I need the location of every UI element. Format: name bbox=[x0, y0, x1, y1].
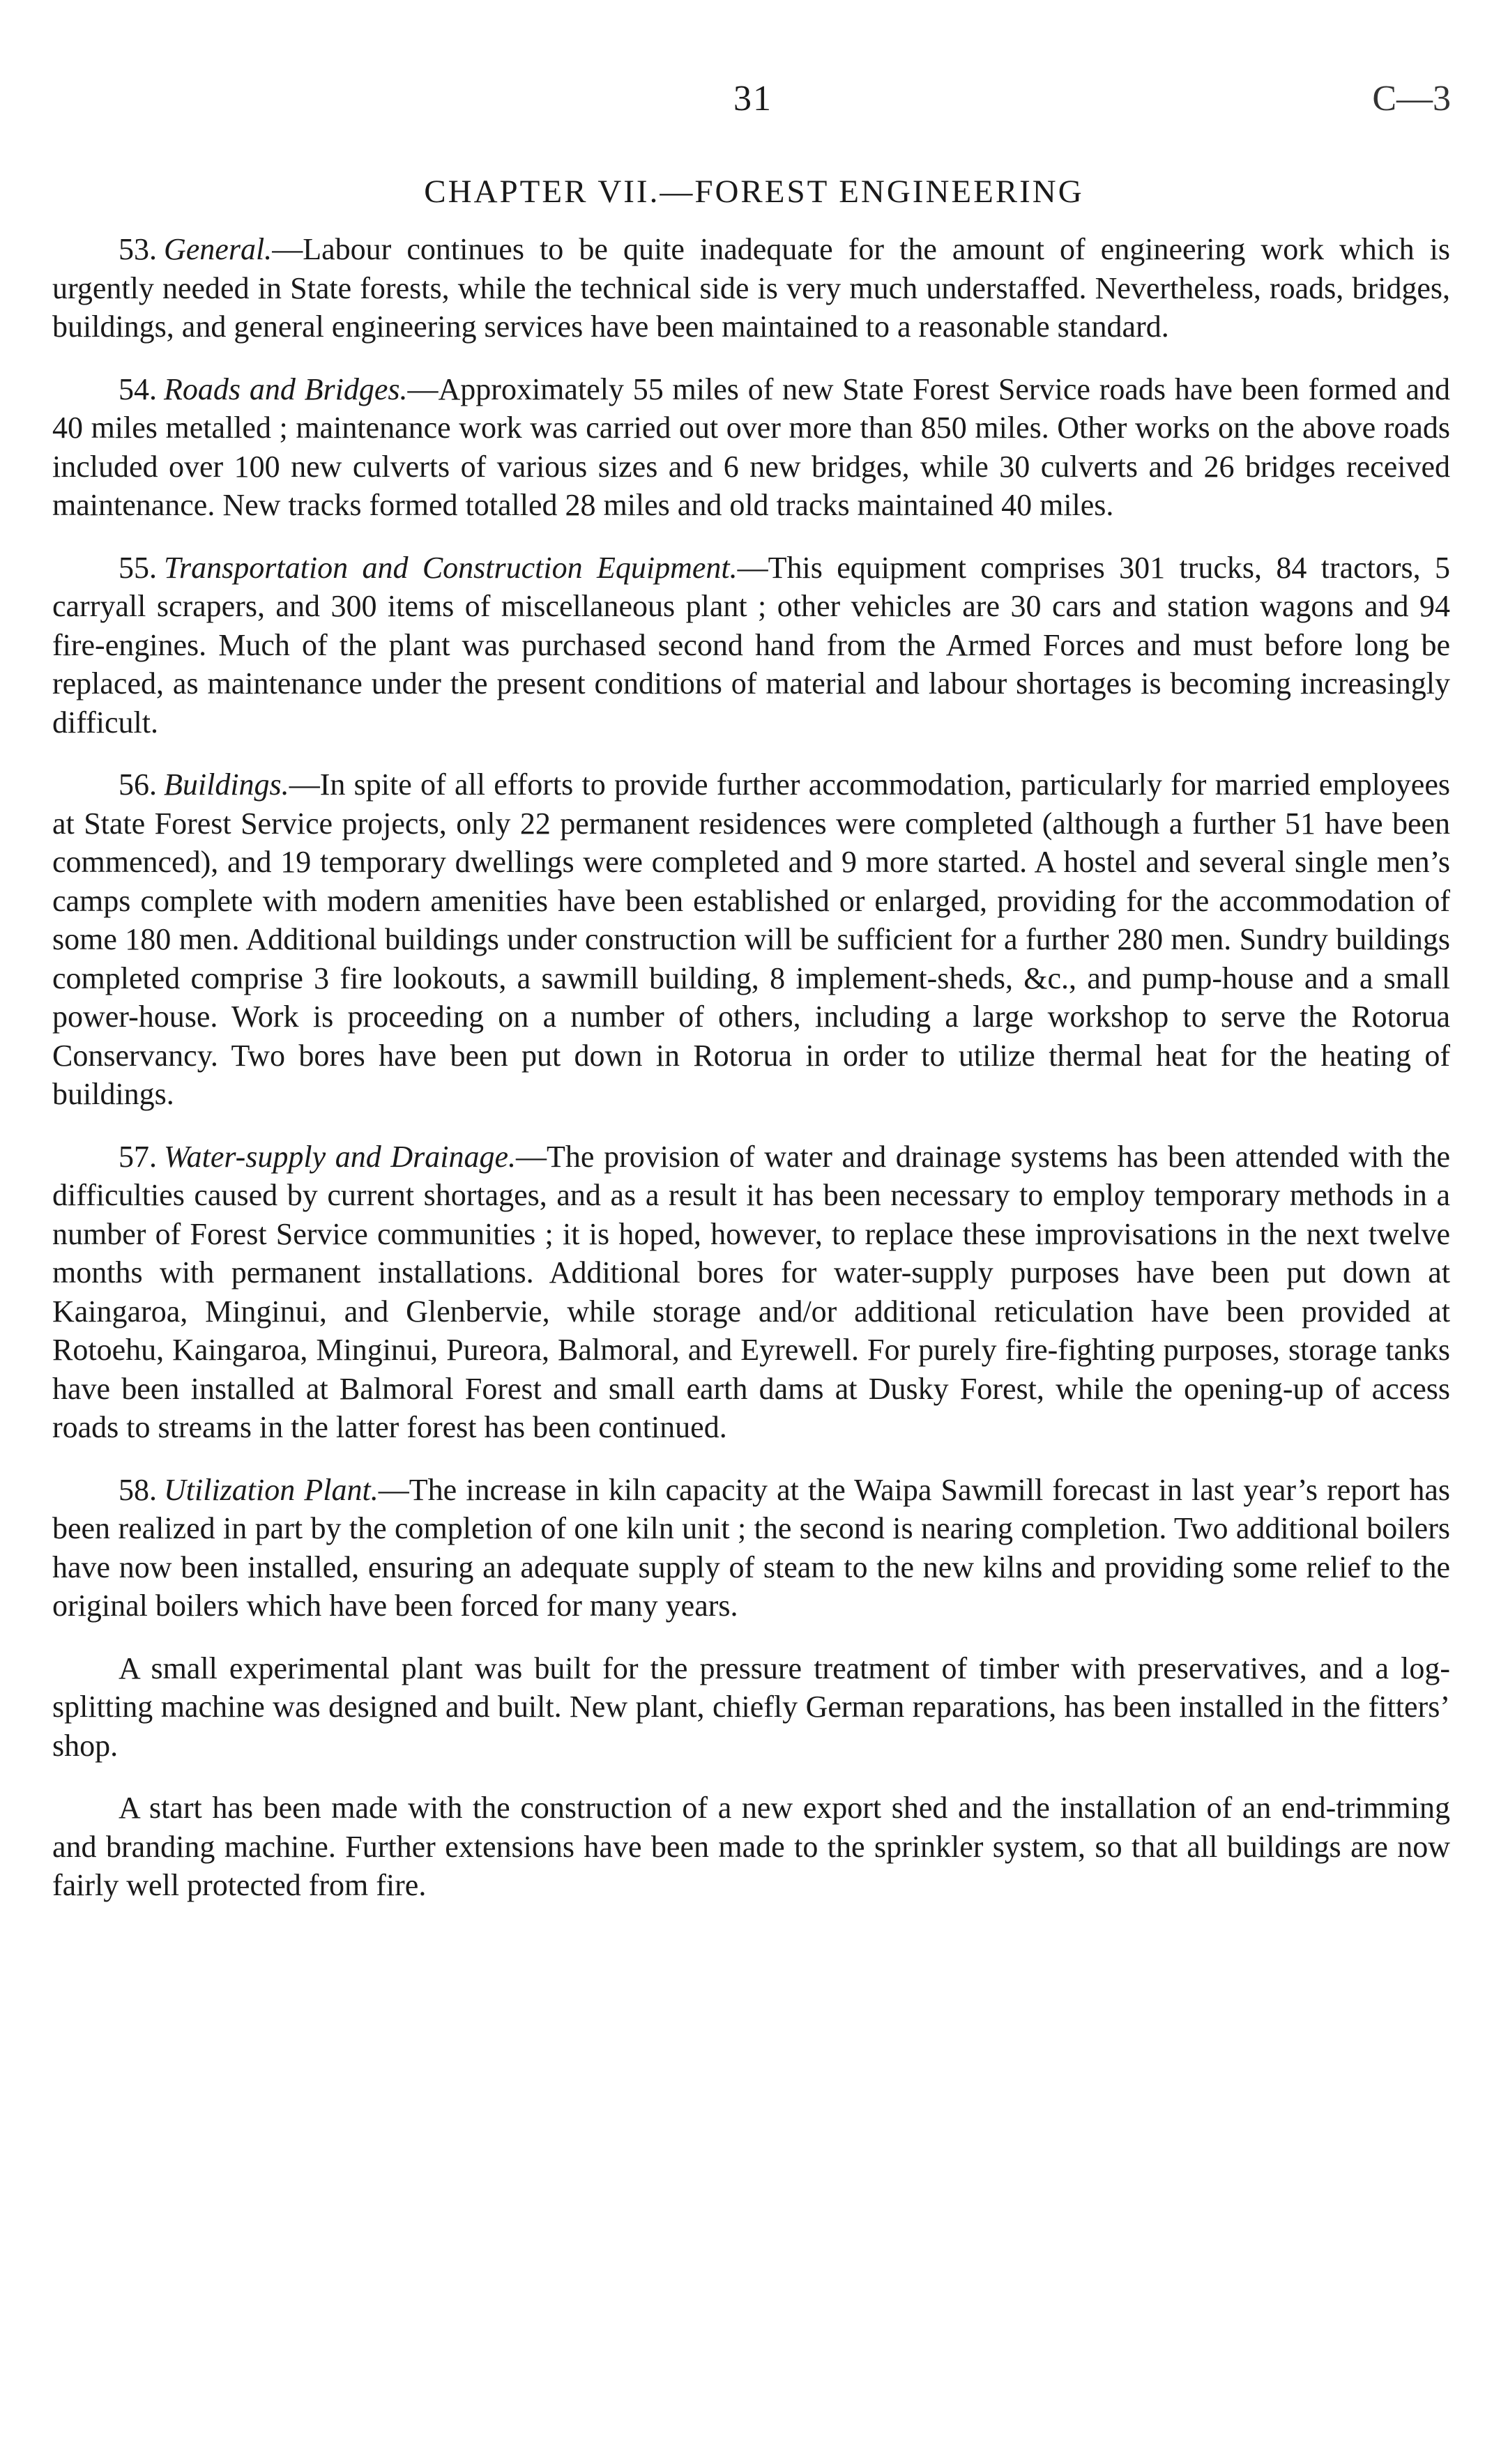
paragraph-heading: General. bbox=[164, 232, 273, 266]
report-code: C—3 bbox=[1372, 79, 1451, 118]
paragraph-58-continued-1 bbox=[52, 1649, 1450, 1766]
paragraph-number: 54. bbox=[119, 372, 157, 406]
paragraph-56 bbox=[52, 765, 1450, 1114]
paragraph-54 bbox=[52, 370, 1450, 525]
paragraph-58-continued-2 bbox=[52, 1789, 1450, 1905]
paragraph-text: —Approximately 55 miles of new State Forest Service roads have been formed and 40 miles metalled ; maintenance work was carried out over more than 850 miles. Other works on the above roads included over 100 new culverts of various sizes and 6 new bridges, while 30 culverts and 26 bridges received maintenance. New tracks formed totalled 28 miles and old tracks maintained 40 miles. bbox=[52, 372, 1450, 522]
paragraph-text: —Labour continues to be quite inadequate for the amount of engineering work which is urgently needed in State forests, while the technical side is very much understaffed. Nevertheless, roads, bridges, buildings, and general engineering services have been maintained to a reasonable standard. bbox=[52, 232, 1450, 344]
paragraph-53 bbox=[52, 230, 1450, 346]
paragraph-55 bbox=[52, 549, 1450, 742]
paragraph-heading: Water-supply and Drainage. bbox=[164, 1139, 517, 1174]
page-number: 31 bbox=[733, 79, 772, 118]
paragraph-heading: Roads and Bridges. bbox=[164, 372, 408, 406]
paragraph-number: 55. bbox=[119, 550, 157, 585]
chapter-title: CHAPTER VII.—FOREST ENGINEERING bbox=[424, 174, 1084, 210]
paragraph-number: 57. bbox=[119, 1139, 157, 1174]
paragraph-text: —The increase in kiln capacity at the Waipa Sawmill forecast in last year’s report has been realized in part by the completion of one kiln unit ; the second is nearing completion. Two additional boilers have now been installed, ensuring an adequate supply of steam to the new kilns and providing some relief to the original boilers which have been forced for many years. bbox=[52, 1472, 1450, 1623]
paragraph-57 bbox=[52, 1138, 1450, 1447]
paragraph-heading: Transportation and Construction Equipment. bbox=[164, 550, 738, 585]
paragraph-heading: Utilization Plant. bbox=[164, 1472, 379, 1507]
page-header bbox=[0, 78, 1508, 134]
paragraph-text: A small experimental plant was built for the pressure treatment of timber with preservatives, and a log-splitting machine was designed and built. New plant, chiefly German reparations, has been installed in the fitters’ shop. bbox=[52, 1651, 1450, 1763]
paragraph-text: —In spite of all efforts to provide further accommodation, particularly for married employees at State Forest Service projects, only 22 permanent residences were completed (although a further 51 have been commenced), and 19 temporary dwellings were completed and 9 more started. A hostel and several single men’s camps complete with modern amenities have been established or enlarged, providing for the accommodation of some 180 men. Additional buildings under construction will be sufficient for a further 280 men. Sundry buildings completed comprise 3 fire lookouts, a sawmill building, 8 implement-sheds, &c., and pump-house and a small power-house. Work is proceeding on a number of others, including a large workshop to serve the Rotorua Conservancy. Two bores have been put down in Rotorua in order to utilize thermal heat for the heating of buildings. bbox=[52, 767, 1450, 1111]
paragraph-text: —This equipment comprises 301 trucks, 84 tractors, 5 carryall scrapers, and 300 items of miscellaneous plant ; other vehicles are 30 cars and station wagons and 94 fire-engines. Much of the plant was purchased second hand from the Armed Forces and must before long be replaced, as maintenance under the present conditions of material and labour shortages is becoming increasingly difficult. bbox=[52, 550, 1451, 740]
paragraph-heading: Buildings. bbox=[164, 767, 289, 802]
paragraph-number: 56. bbox=[119, 767, 157, 802]
paragraph-text: A start has been made with the construction of a new export shed and the installation of an end-trimming and branding machine. Further extensions have been made to the sprinkler system, so that all buildings are now fairly well protected from fire. bbox=[52, 1791, 1450, 1902]
paragraph-number: 53. bbox=[119, 232, 157, 266]
document-body bbox=[52, 230, 1450, 1905]
paragraph-58 bbox=[52, 1471, 1450, 1625]
paragraph-number: 58. bbox=[119, 1472, 157, 1507]
paragraph-text: —The provision of water and drainage systems has been attended with the difficulties caused by current shortages, and as a result it has been necessary to employ temporary methods in a number of Forest Service communities ; it is hoped, however, to replace these improvisations in the next twelve months with permanent installations. Additional bores for water-supply purposes have been put down at Kaingaroa, Minginui, and Glenbervie, while storage and/or additional reticulation have been provided at Rotoehu, Kaingaroa, Minginui, Pureora, Balmoral, and Eyrewell. For purely fire-fighting purposes, storage tanks have been installed at Balmoral Forest and small earth dams at Dusky Forest, while the opening-up of access roads to streams in the latter forest has been continued. bbox=[52, 1139, 1450, 1444]
